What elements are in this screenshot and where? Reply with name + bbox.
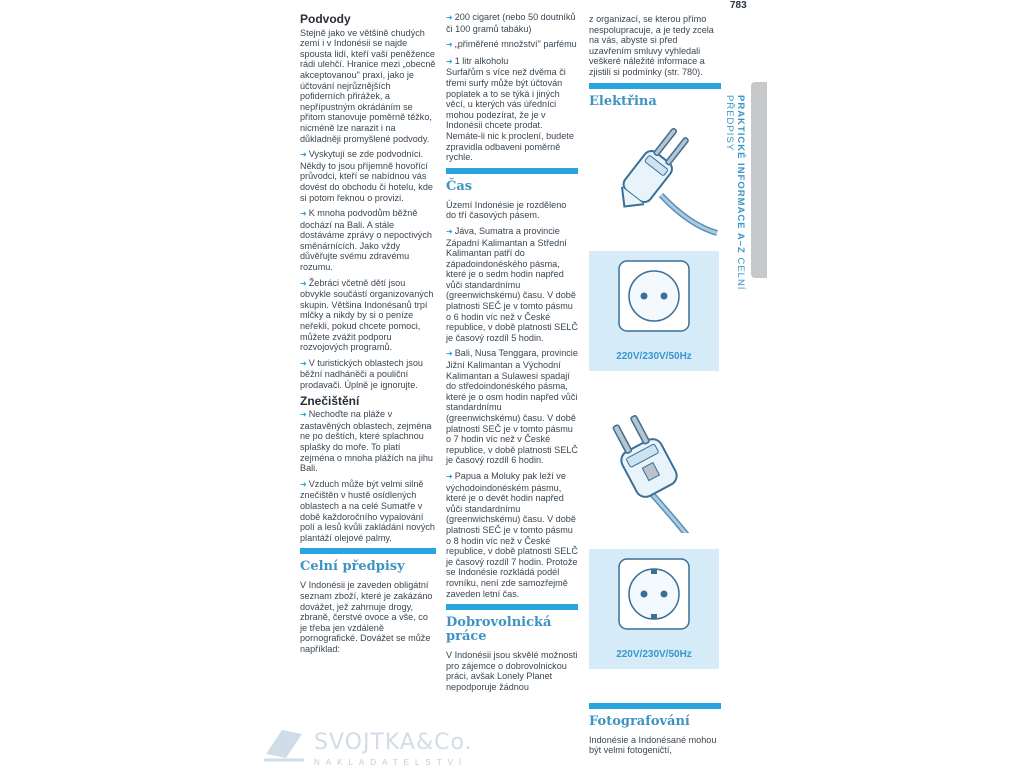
- list-item-text: 200 cigaret (nebo 50 doutníků či 100 gramů tabáku): [446, 12, 576, 34]
- arrow-bullet-icon: ➜: [446, 226, 453, 236]
- foto-paragraph: Indonésie a Indonésané mohou být velmi fotogeničtí,: [589, 734, 717, 756]
- list-item-text: 1 litr alkoholu: [454, 55, 509, 66]
- arrow-bullet-icon: ➜: [446, 13, 453, 22]
- list-item-text: K mnoha podvodům běžně dochází na Bali. A stále dostáváme zprávy o nepoctivých směnárnících. Jako vždy důvěřujte svému zdravému rozumu.: [300, 208, 432, 273]
- publisher-watermark: [262, 724, 472, 768]
- column-1: [300, 12, 436, 659]
- plug-icon: [589, 115, 719, 245]
- list-item: [446, 226, 578, 344]
- list-item: [300, 479, 436, 544]
- plug-illustration-1: [589, 115, 719, 245]
- arrow-bullet-icon: ➜: [300, 410, 307, 420]
- celni-predpisy-heading: Celní předpisy: [300, 548, 436, 574]
- podvody-heading: Podvody: [300, 12, 351, 26]
- list-item-text: V turistických oblastech jsou běžní nadháněči a pouliční prodavači. Úplně je ignorujte.: [300, 357, 423, 390]
- cas-intro: Území Indonésie je rozděleno do tří časových pásem.: [446, 199, 567, 221]
- dobrovolnicka-prace-heading: Dobrovolnická práce: [446, 604, 578, 644]
- list-item: [446, 56, 578, 68]
- cas-heading: Čas: [446, 168, 578, 194]
- socket-voltage-label: 220V/230V/50Hz: [616, 350, 692, 362]
- socket-voltage-label: 220V/230V/50Hz: [616, 648, 692, 660]
- arrow-bullet-icon: ➜: [300, 278, 307, 288]
- section-label: [724, 95, 746, 345]
- column-3: [589, 14, 721, 761]
- dobro-continued: z organizací, se kterou přímo nespolupracuje, a je tedy zcela na vás, abyste si před uzavřením smluvy vyhledali veškeré náležité informace a zjistili si podmínky (str. 780).: [589, 14, 714, 77]
- dobro-paragraph: V Indonésii jsou skvělé možnosti pro zájemce o dobrovolnickou práci, avšak Lonely Planet nepodporuje žádnou: [446, 650, 578, 692]
- socket-panel-1: [589, 251, 719, 371]
- section-label-bold: PRAKTICKÉ INFORMACE A–Z: [735, 95, 746, 254]
- publisher-name: SVOJTKA&Co.: [314, 730, 473, 755]
- list-item-text: Bali, Nusa Tenggara, provincie Jižní Kalimantan a Východní Kalimantan a Sulawesi spadají do středoindonéského pásma, které je o osm hodin napřed vůči standardnímu (greenwichskému) času. V době platnosti SEČ je v tomto pásmu o 7 hodin víc než v České republice, v době platnosti SELČ je časový rozdíl 6 hodin.: [446, 348, 578, 466]
- grounded-socket-icon: [589, 549, 719, 639]
- arrow-bullet-icon: ➜: [446, 349, 453, 359]
- list-item-text: „přiměřené množství" parfému: [454, 39, 577, 50]
- socket-icon: [589, 251, 719, 341]
- list-item-text: Vzduch může být velmi silně znečištěn v hustě osídlených oblastech a na celé Sumatře v době každoročního vypalování polí a lesů kvůli zakládání nových plantáží olejové palmy.: [300, 478, 435, 543]
- list-item: [300, 358, 436, 391]
- list-item: [446, 348, 578, 466]
- list-item: [446, 39, 578, 51]
- arrow-bullet-icon: ➜: [300, 150, 307, 160]
- elektrina-heading: Elektřina: [589, 83, 721, 109]
- publisher-subtitle: NAKLADATELSTVÍ: [314, 758, 468, 767]
- arrow-bullet-icon: ➜: [446, 471, 453, 481]
- arrow-bullet-icon: ➜: [300, 209, 307, 219]
- arrow-bullet-icon: ➜: [300, 358, 307, 368]
- arrow-bullet-icon: ➜: [446, 40, 453, 50]
- list-item: [300, 278, 436, 353]
- grounded-plug-icon: [589, 413, 719, 533]
- list-item: [300, 409, 436, 474]
- section-tab: [751, 82, 767, 278]
- page-number: 783: [730, 0, 747, 11]
- list-item-text: Žebráci včetně dětí jsou obvykle součástí organizovaných skupin. Většina Indonésanů trpí mlčky a nikdy by si o peníze neřekli, pokud chcete pomoci, můžete zvážit podporu rozvojových programů.: [300, 277, 434, 353]
- plug-illustration-2: [589, 413, 719, 543]
- list-item: [300, 208, 436, 273]
- arrow-bullet-icon: ➜: [446, 56, 453, 66]
- list-item: [446, 471, 578, 599]
- publisher-logo-icon: [262, 724, 308, 764]
- surf-paragraph: Surfařům s více než dvěma či třemi surfy může být účtován poplatek a to se týká i jiných věcí, u kterých vás úředníci mohou podezírat, že je v Indonésii chcete prodat. Nemáte-li nic k proclení, budete zpravidla odbaveni poměrně rychle.: [446, 67, 574, 163]
- podvody-intro: Stejně jako ve většině chudých zemí i v Indonésii se najde spousta lidí, kteří vaší peněžence rádi ulehčí. Hranice mezi „obecně akceptovanou" praxí, jako je účtování nejrůznějších pofiderních přirážek, a nepřípustným okrádáním se přitom stanovuje poměrně těžko, nicméně lze narazit i na důkladněji promyšlené podvody.: [300, 27, 436, 144]
- list-item: [446, 12, 578, 34]
- arrow-bullet-icon: ➜: [300, 479, 307, 489]
- fotografovani-heading: Fotografování: [589, 703, 721, 729]
- list-item-text: Vyskytují se zde podvodníci. Někdy to jsou příjemně hovořící průvodci, kteří se nabídnou vás dovést do obchodu či hotelu, kde si potom řeknou o provizi.: [300, 149, 433, 203]
- list-item-text: Nechoďte na pláže v zastavěných oblastech, zejména ne po deštích, které splachnou splašky do moře. To platí zejména o mnoha plážích na jihu Bali.: [300, 409, 433, 474]
- list-item: [300, 149, 436, 203]
- list-item-text: Papua a Moluky pak leží ve východoindonéském pásmu, které je o devět hodin napřed vůči standardnímu (greenwichskému) času. V době platnosti SEČ je v tomto pásmu o 8 hodin víc než v České republice, v době platnosti SELČ je časový rozdíl 7 hodin. Protože se Indonésie rozkládá podél rovníku, není zde samozřejmě zaveden letní čas.: [446, 470, 578, 599]
- znecisteni-heading: Znečištění: [300, 393, 360, 408]
- list-item-text: Jáva, Sumatra a provincie Západní Kalimantan a Střední Kalimantan patří do západoindonéského pásma, které je o sedm hodin napřed vůči standardnímu (greenwichskému) času. V době platnosti SEČ je v tomto pásmu o 6 hodin víc než v České republice, v době platnosti SELČ je časový rozdíl 5 hodin.: [446, 225, 578, 343]
- section-label-rest: CELNÍ PŘEDPISY: [724, 95, 746, 291]
- socket-panel-2: [589, 549, 719, 669]
- column-2: [446, 12, 578, 697]
- celni-intro: V Indonésii je zaveden obligátní seznam zboží, které je zakázáno dovážet, jež zahrnuje drogy, zbraně, čerstvé ovoce a vše, co je třeba jen vzdáleně pornografické. Dovážet se může například:: [300, 580, 433, 654]
